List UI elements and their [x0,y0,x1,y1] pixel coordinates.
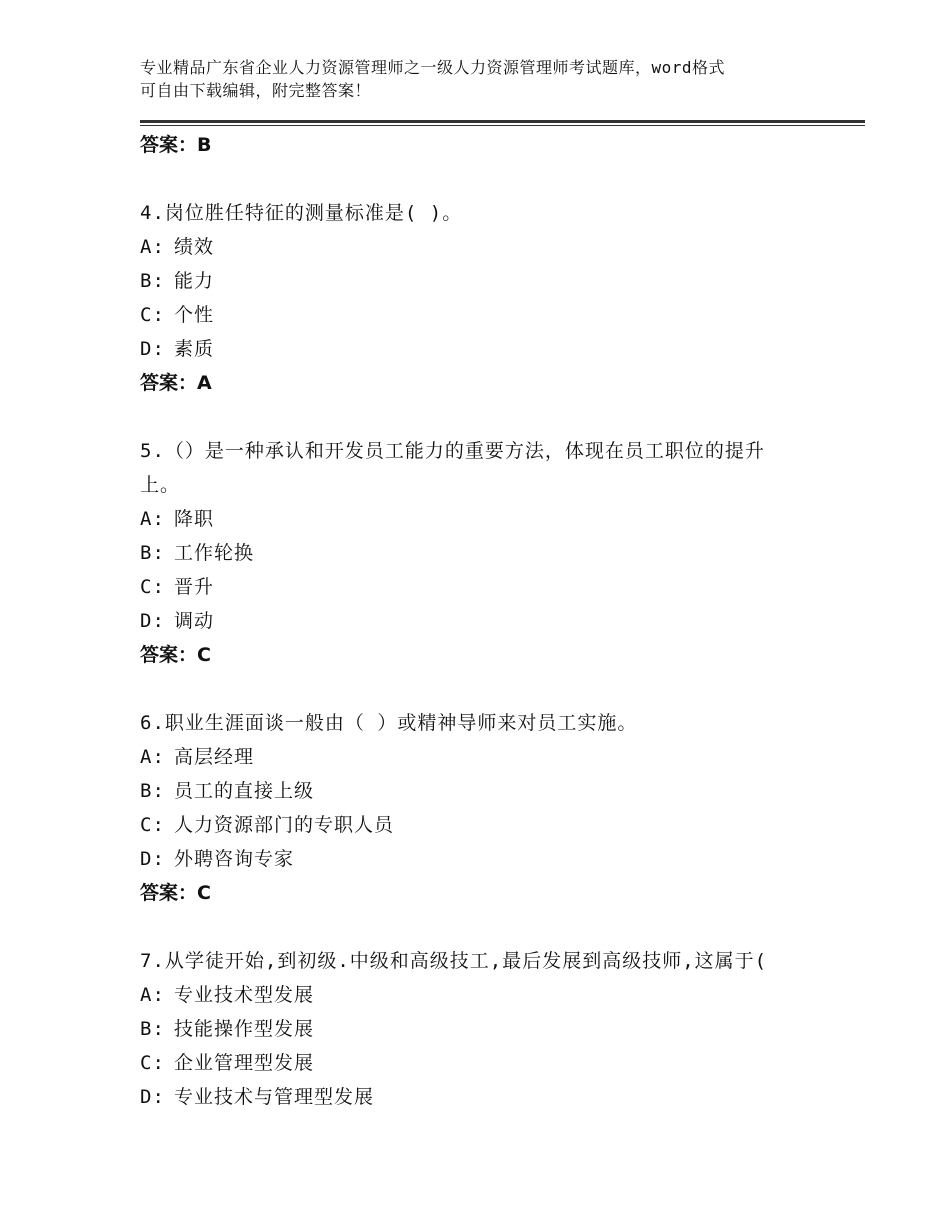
option-b [140,1012,800,1046]
option-text: 调动 [174,610,215,632]
question-text: 4.岗位胜任特征的测量标准是( )。 [140,202,463,224]
answer-line: 答案：A [140,372,212,394]
option-a [140,502,800,536]
question-text: 6.职业生涯面谈一般由（ ）或精神导师来对员工实施。 [140,712,638,734]
option-text: 降职 [174,508,215,530]
question-block [140,944,800,1114]
option-text: 个性 [174,304,215,326]
question-text: 7.从学徒开始,到初级.中级和高级技工,最后发展到高级技师,这属于( [140,950,768,972]
option-text: 企业管理型发展 [174,1052,315,1074]
option-text: 专业技术与管理型发展 [174,1086,375,1108]
option-text: 高层经理 [174,746,255,768]
option-letter: B: [140,780,165,802]
option-c [140,1046,800,1080]
option-letter: A: [140,236,165,258]
option-text: 技能操作型发展 [174,1018,315,1040]
option-b [140,774,800,808]
option-letter: C: [140,576,165,598]
header-line-1: 专业精品广东省企业人力资源管理师之一级人力资源管理师考试题库，word格式 [140,58,726,77]
option-text: 外聘咨询专家 [174,848,295,870]
option-letter: A: [140,746,165,768]
header-rule-thick [140,120,865,123]
document-body [140,128,800,1114]
option-a [140,740,800,774]
question-block [140,196,800,400]
option-letter: C: [140,814,165,836]
option-letter: D: [140,610,165,632]
option-text: 员工的直接上级 [174,780,315,802]
option-d [140,604,800,638]
option-text: 工作轮换 [174,542,255,564]
option-text: 晋升 [174,576,215,598]
option-text: 专业技术型发展 [174,984,315,1006]
option-text: 素质 [174,338,215,360]
document-header [140,56,820,102]
answer-line: 答案：B [140,134,212,156]
option-text: 人力资源部门的专职人员 [174,814,395,836]
option-letter: A: [140,508,165,530]
option-letter: B: [140,542,165,564]
option-a [140,230,800,264]
header-line-2: 可自由下载编辑，附完整答案！ [140,81,372,100]
option-letter: D: [140,1086,165,1108]
option-letter: B: [140,1018,165,1040]
question-text: 5.（）是一种承认和开发员工能力的重要方法，体现在员工职位的提升上。 [140,440,765,496]
question-block [140,434,800,672]
answer-line: 答案：C [140,644,211,666]
option-letter: C: [140,304,165,326]
option-c [140,298,800,332]
option-c [140,808,800,842]
option-d [140,842,800,876]
option-text: 绩效 [174,236,215,258]
header-rule-thin [140,125,865,126]
option-c [140,570,800,604]
answer-line: 答案：C [140,882,211,904]
option-letter: B: [140,270,165,292]
question-block [140,706,800,910]
option-d [140,1080,800,1114]
option-text: 能力 [174,270,215,292]
option-letter: C: [140,1052,165,1074]
option-a [140,978,800,1012]
option-letter: A: [140,984,165,1006]
option-d [140,332,800,366]
option-b [140,264,800,298]
option-letter: D: [140,338,165,360]
option-letter: D: [140,848,165,870]
option-b [140,536,800,570]
